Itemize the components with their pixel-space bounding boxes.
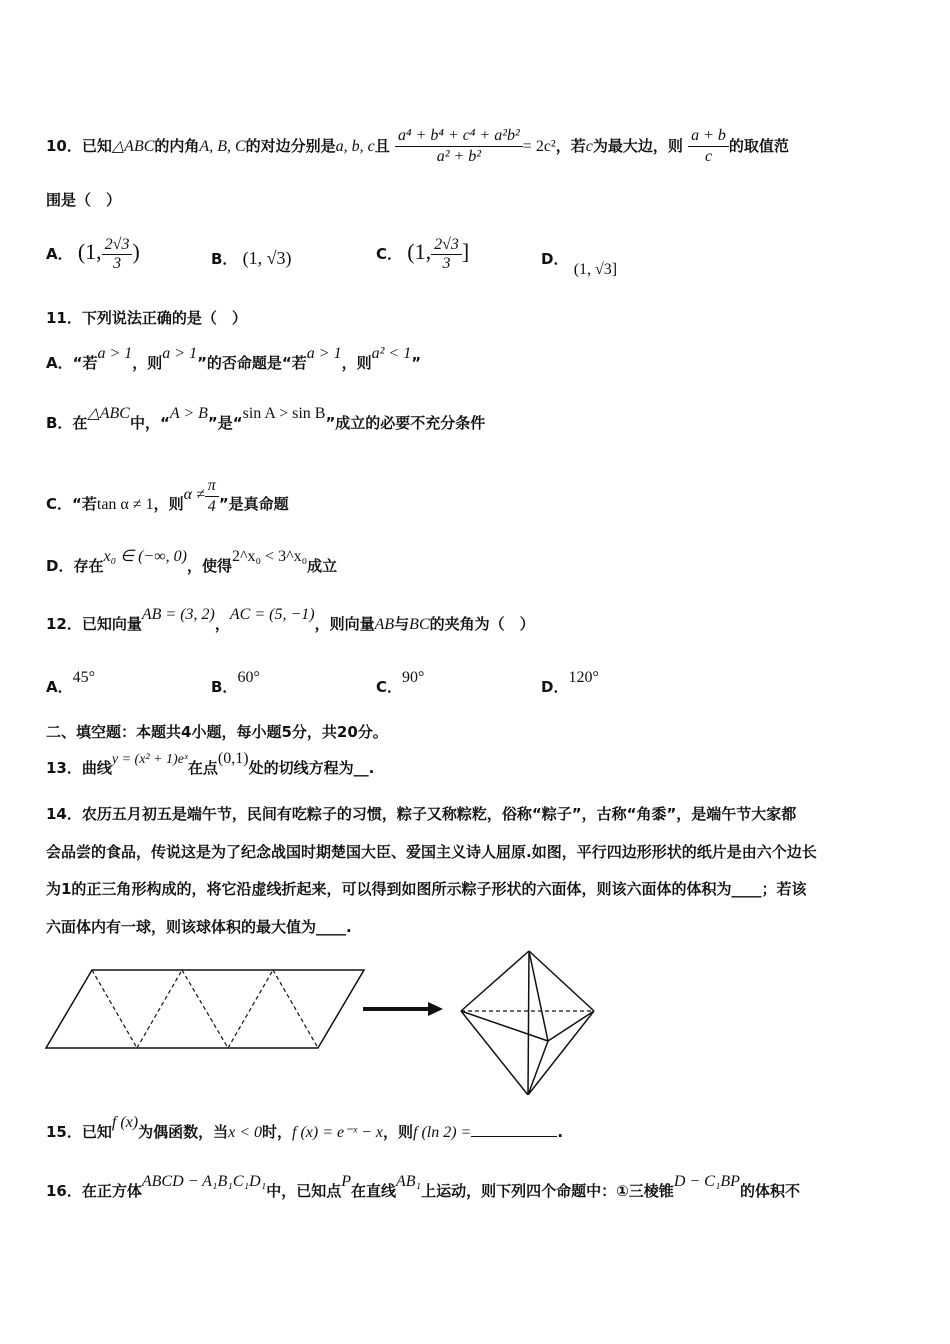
q11-option-d[interactable]: D．存在x₀ ∈ (−∞, 0)，使得2^x₀ < 3^x₀成立 bbox=[46, 548, 338, 575]
q12-option-b[interactable]: B．60° bbox=[211, 669, 260, 696]
q12-stem: 12．已知向量AB = (3, 2)，AC = (5, −1)，则向量AB与BC的夹角为（ ） bbox=[46, 606, 535, 633]
q11-option-c[interactable]: C．“若tan α ≠ 1，则α ≠ $\frac{\pi}{4}$ ”是真命题 bbox=[46, 477, 289, 515]
q10-option-c[interactable]: C． (1, $\frac{2√3}{3}$ ] bbox=[376, 236, 470, 272]
q13: 13．曲线y = (x² + 1)eˣ在点(0,1)处的切线方程为__. bbox=[46, 750, 375, 777]
section-heading: 二、填空题：本题共4小题，每小题5分，共20分。 bbox=[46, 723, 388, 741]
q15-answer-blank[interactable] bbox=[471, 1136, 557, 1137]
q10-option-b[interactable]: B． (1, √3) bbox=[211, 248, 292, 268]
q14-line1: 14．农历五月初五是端午节，民间有吃粽子的习惯，粽子又称粽籺，俗称“粽子”，古称“角黍”，是端午节大家都 bbox=[46, 805, 797, 823]
parallelogram-net bbox=[46, 970, 364, 1048]
q11-option-a[interactable]: A．“若a > 1，则a > 1”的否命题是“若a > 1，则a² < 1” bbox=[46, 345, 422, 372]
hexahedron-solid bbox=[461, 951, 594, 1095]
q14-line4: 六面体内有一球，则该球体积的最大值为____. bbox=[46, 918, 352, 936]
q11-title: 11．下列说法正确的是（ ） bbox=[46, 309, 247, 327]
q16: 16．在正方体ABCD − A₁B₁C₁D₁中，已知点P在直线AB₁上运动，则下列四个命题中：①三棱锥D − C₁BP的体积不 bbox=[46, 1173, 800, 1200]
q11-option-b[interactable]: B．在△ABC中，“A > B”是“sin A > sin B”成立的必要不充分条件 bbox=[46, 405, 486, 432]
arrow-icon bbox=[363, 1002, 443, 1016]
q10-line2: 围是（ ） bbox=[46, 191, 122, 209]
q14-line2: 会品尝的食品，传说这是为了纪念战国时期楚国大臣、爱国主义诗人屈原.如图，平行四边形形状的纸片是由六个边长 bbox=[46, 843, 817, 861]
q12-option-a[interactable]: A．45° bbox=[46, 669, 96, 696]
q10-fraction: $\frac{\text{a⁴ + b⁴ + c⁴ + a²b²}}{\text{a² + b²}}$ bbox=[395, 126, 523, 167]
q14-figure bbox=[40, 945, 610, 1095]
q14-line3: 为1的正三角形构成的，将它沿虚线折起来，可以得到如图所示粽子形状的六面体，则该六面体的体积为____；若该 bbox=[46, 880, 807, 898]
q10-ratio: $\frac{a + b}{c}$ bbox=[688, 126, 729, 167]
q10-line1: 10．已知△ABC的内角A, B, C的对边分别是a, b, c且 $\frac{\text{a⁴ + b⁴ + c⁴ + a²b²}}{\text{a² + b²}}$ = 2c²，若c为最大边，则 $\frac{a + b}{c}$ 的取值范 bbox=[46, 127, 789, 165]
q10-option-a[interactable]: A． (1, $\frac{2√3}{3}$ ) bbox=[46, 236, 140, 272]
q12-option-c[interactable]: C．90° bbox=[376, 669, 425, 696]
q15: 15．已知f (x)为偶函数，当x < 0时，f (x) = e⁻ˣ − x，则f (ln 2) = . bbox=[46, 1114, 564, 1141]
q10-option-d[interactable]: D． (1, √3] bbox=[541, 250, 618, 278]
q12-option-d[interactable]: D．120° bbox=[541, 669, 599, 696]
